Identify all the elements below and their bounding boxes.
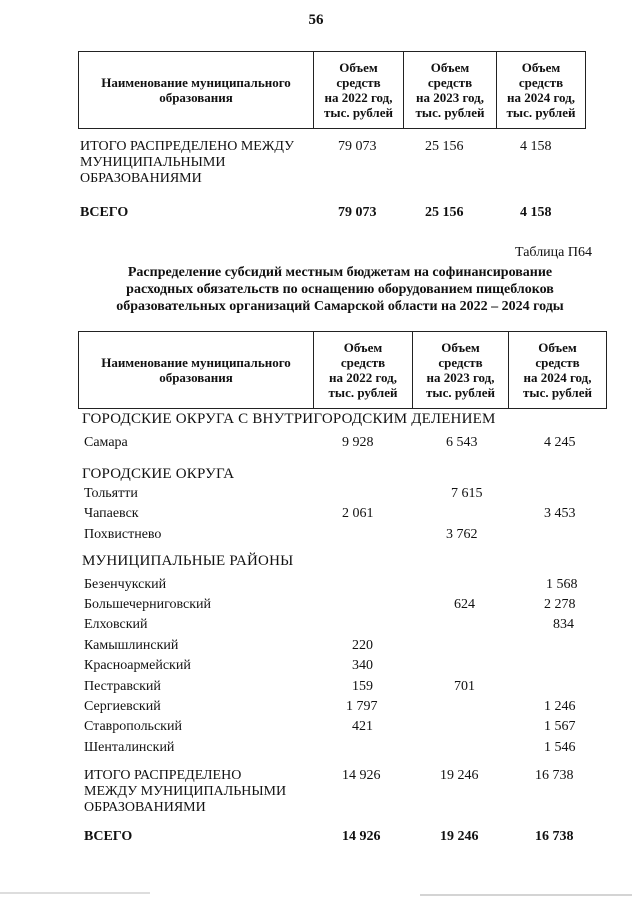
header-col-2023 [413, 332, 509, 409]
row-value-2022: 340 [352, 658, 373, 673]
header-line: Объем [343, 340, 383, 355]
section-heading: ГОРОДСКИЕ ОКРУГА [82, 466, 235, 482]
label-line: ИТОГО РАСПРЕДЕЛЕНО МЕЖДУ [80, 139, 294, 154]
header-line: средств [535, 355, 580, 370]
title-line: Распределение субсидий местным бюджетам на софинансирование [127, 265, 553, 280]
header-line: Наименование муниципального [101, 75, 291, 90]
scan-artifacts [0, 890, 632, 900]
row-name: Камышлинский [84, 638, 179, 653]
header-line: тыс. рублей [328, 385, 398, 400]
header-line: Объем [339, 60, 378, 75]
label-line: ОБРАЗОВАНИЯМИ [84, 800, 206, 815]
header-line: тыс. рублей [324, 105, 393, 120]
t2-grand-total-2024: 16 738 [535, 829, 574, 844]
header-col-2022 [314, 332, 413, 409]
row-value-2024: 1 246 [544, 699, 576, 714]
title-line: расходных обязательств по оснащению оборудованием пищеблоков [126, 282, 554, 297]
header-line: на 2024 год, [506, 90, 576, 105]
row-value-2024: 1 568 [546, 577, 578, 592]
row-value-2023: 701 [454, 679, 475, 694]
row-value-2024: 834 [553, 617, 574, 632]
header-line: Объем [521, 60, 561, 75]
row-value-2022: 421 [352, 719, 373, 734]
header-line: тыс. рублей [426, 385, 495, 400]
header-line: средств [438, 355, 483, 370]
row-value-2024: 2 278 [544, 597, 576, 612]
section-heading: МУНИЦИПАЛЬНЫЕ РАЙОНЫ [82, 553, 294, 569]
label-line: МЕЖДУ МУНИЦИПАЛЬНЫМИ [84, 784, 287, 799]
t2-grand-total-2022: 14 926 [342, 829, 381, 844]
header-line: на 2023 год, [426, 370, 495, 385]
row-value-2023: 6 543 [446, 435, 478, 450]
header-line: Объем [538, 340, 577, 355]
title-line: образовательных организаций Самарской области на 2022 – 2024 годы [116, 299, 564, 314]
row-value-2022: 2 061 [342, 506, 374, 521]
t1-total-distributed-2023: 25 156 [425, 139, 464, 154]
row-value-2024: 4 245 [544, 435, 576, 450]
t2-grand-total-label: ВСЕГО [84, 829, 133, 844]
header-col-2024 [497, 52, 586, 129]
row-value-2022: 159 [352, 679, 373, 694]
t1-total-distributed-2024: 4 158 [520, 139, 552, 154]
table1-header [78, 51, 586, 129]
t1-total-distributed-label [80, 139, 294, 187]
header-line: тыс. рублей [506, 105, 576, 120]
header-line: средств [336, 75, 381, 90]
row-value-2023: 7 615 [451, 486, 483, 501]
t2-total-distributed-2022: 14 926 [342, 768, 381, 783]
row-name: Чапаевск [84, 506, 139, 521]
header-col-2022 [314, 52, 404, 129]
header-line: средств [340, 355, 386, 370]
t1-grand-total-2022: 79 073 [338, 205, 377, 220]
table-number: Таблица П64 [515, 245, 592, 260]
header-line: на 2023 год, [415, 90, 485, 105]
row-value-2023: 624 [454, 597, 475, 612]
t2-total-distributed-2023: 19 246 [440, 768, 479, 783]
header-name-col [79, 332, 314, 409]
row-name: Тольятти [84, 486, 138, 501]
row-name: Самара [84, 435, 128, 450]
header-line: образования [159, 90, 233, 105]
row-value-2022: 220 [352, 638, 373, 653]
row-name: Красноармейский [84, 658, 191, 673]
row-value-2024: 3 453 [544, 506, 576, 521]
header-line: образования [159, 370, 233, 385]
row-value-2024: 1 546 [544, 740, 576, 755]
header-line: на 2022 год, [328, 370, 398, 385]
header-line: Объем [430, 60, 470, 75]
header-line: Объем [441, 340, 480, 355]
row-name: Пестравский [84, 679, 161, 694]
row-value-2023: 3 762 [446, 527, 478, 542]
row-name: Шенталинский [84, 740, 175, 755]
header-col-2023 [404, 52, 497, 129]
t2-total-distributed-2024: 16 738 [535, 768, 574, 783]
row-name: Безенчукский [84, 577, 167, 592]
header-line: тыс. рублей [415, 105, 485, 120]
header-line: на 2024 год, [523, 370, 592, 385]
header-col-2024 [509, 332, 607, 409]
label-line: ОБРАЗОВАНИЯМИ [80, 171, 202, 186]
page-number: 56 [308, 12, 324, 28]
header-line: тыс. рублей [523, 385, 592, 400]
t1-grand-total-2023: 25 156 [425, 205, 464, 220]
header-line: на 2022 год, [324, 90, 393, 105]
header-name-col [79, 52, 314, 129]
row-name: Большечерниговский [84, 597, 212, 612]
label-line: ИТОГО РАСПРЕДЕЛЕНО [84, 768, 242, 783]
row-name: Похвистнево [84, 527, 162, 542]
t2-total-distributed-label [84, 768, 286, 816]
row-value-2022: 9 928 [342, 435, 374, 450]
t2-grand-total-2023: 19 246 [440, 829, 479, 844]
header-line: средств [427, 75, 473, 90]
row-name: Ставропольский [84, 719, 182, 734]
table-title [80, 264, 600, 315]
row-value-2024: 1 567 [544, 719, 576, 734]
row-name: Сергиевский [84, 699, 161, 714]
t1-grand-total-label: ВСЕГО [80, 205, 129, 220]
header-line: Наименование муниципального [101, 355, 291, 370]
label-line: МУНИЦИПАЛЬНЫМИ [80, 155, 226, 170]
table2-header [78, 331, 607, 409]
header-line: средств [518, 75, 564, 90]
row-value-2022: 1 797 [346, 699, 378, 714]
section-heading: ГОРОДСКИЕ ОКРУГА С ВНУТРИГОРОДСКИМ ДЕЛЕНИЕМ [82, 411, 496, 427]
t1-grand-total-2024: 4 158 [520, 205, 552, 220]
row-name: Елховский [84, 617, 148, 632]
t1-total-distributed-2022: 79 073 [338, 139, 377, 154]
